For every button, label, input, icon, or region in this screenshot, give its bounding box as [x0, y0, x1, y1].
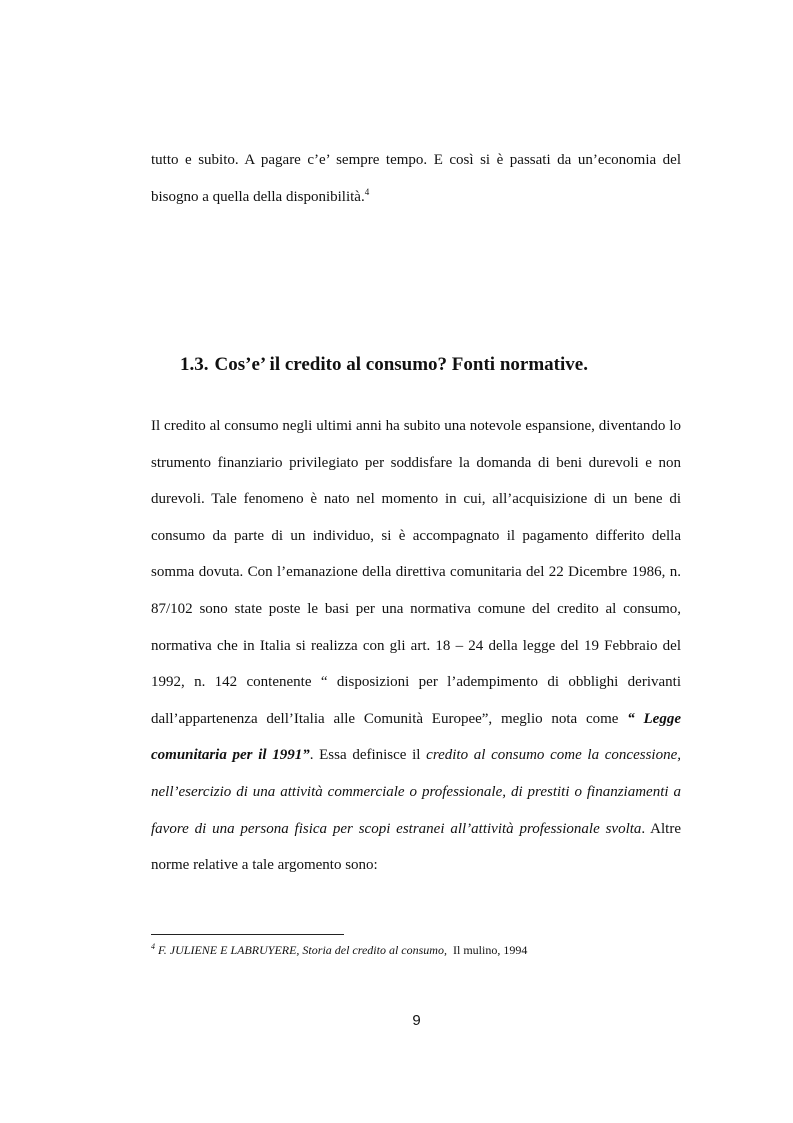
section-title: Cos’e’ il credito al consumo? Fonti normative. [214, 354, 588, 375]
body-text-part3: . Altre norme relative a tale argomento sono: [151, 820, 681, 874]
intro-text: tutto e subito. A pagare c’e’ sempre tempo. E così si è passati da un’economia del bisogno a quella della disponibilità. [151, 152, 681, 205]
body-text-part2: . Essa definisce il [309, 747, 427, 764]
footnote-marker: 4 [151, 942, 155, 951]
footnote [151, 942, 527, 958]
body-text-part1: Il credito al consumo negli ultimi anni ha subito una notevole espansione, diventando lo strumento finanziario privilegiato per soddisfare la domanda di beni durevoli e non durevoli. Tale fenomeno è nato nel momento in cui, all’acquisizione di un bene di consumo da parte di un individuo, si è accompagnato il pagamento differito della somma dovuta. Con l’emanazione della direttiva comunitaria del 22 Dicembre 1986, n. 87/102 sono state poste le basi per una normativa comune del credito al consumo, normativa che in Italia si realizza con gli art. 18 – 24 della legge del 19 Febbraio del 1992, n. 142 contenente “ disposizioni per l’adempimento di obblighi derivanti dall’appartenenza dell’Italia alle Comunità Europee”, meglio nota come [151, 418, 681, 727]
body-paragraph [151, 408, 681, 884]
footnote-citation: F. JULIENE E LABRUYERE, Storia del credito al consumo, [158, 943, 447, 957]
section-heading [180, 354, 594, 376]
footnote-separator [151, 934, 344, 935]
footnote-reference[interactable]: 4 [364, 186, 370, 197]
law-name: “ Legge comunitaria per il 1991” [151, 710, 682, 764]
definition-text: credito al consumo come la concessione, nell’esercizio di una attività commerciale o professionale, di prestiti o finanziamenti a favore di una persona fisica per scopi estranei all’attività professionale svolta [151, 747, 681, 837]
section-number: 1.3. [180, 354, 209, 375]
intro-paragraph [151, 142, 681, 215]
footnote-publisher: Il mulino, 1994 [452, 943, 528, 957]
page-number: 9 [412, 1012, 421, 1029]
